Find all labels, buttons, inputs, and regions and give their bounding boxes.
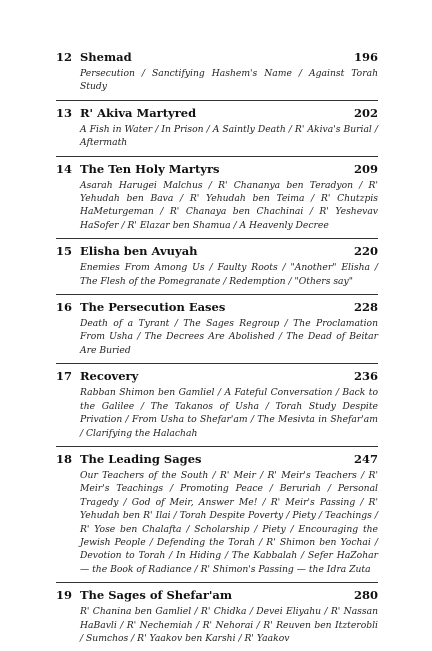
chapter-number: 17: [56, 369, 73, 384]
chapter-topics: R' Chanina ben Gamliel / R' Chidka / Devei Eliyahu / R' Nassan HaBavli / R' Nechemiah / R' Nehorai / R' Reuven ben Itzterobli / Sumchos / R' Yaakov ben Karshi / R' Yaakov: [80, 606, 378, 644]
toc-entry-header: [56, 294, 378, 314]
chapter-number: 15: [56, 244, 73, 259]
toc-entry-14: [56, 156, 378, 233]
toc-entry-13: [56, 100, 378, 150]
page-number: 280: [353, 588, 378, 603]
toc-entry-header: [56, 582, 378, 602]
chapter-topics: Rabban Shimon ben Gamliel / A Fateful Conversation / Back to the Galilee / The Takanos of Usha / Torah Study Despite Privation / From Usha to Shefar'am / The Mesivta in Shefar'am / Clarifying the Halachah: [80, 387, 378, 439]
page-number: 228: [353, 300, 378, 315]
chapter-topics: A Fish in Water / In Prison / A Saintly Death / R' Akiva's Burial / Aftermath: [80, 123, 378, 149]
toc-entry-16: [56, 294, 378, 357]
chapter-title[interactable]: R' Akiva Martyred: [80, 105, 197, 120]
chapter-topics: Death of a Tyrant / The Sages Regroup / The Proclamation From Usha / The Decrees Are Abolished / The Dead of Beitar Are Buried: [80, 318, 378, 356]
toc-entry-19: [56, 582, 378, 645]
toc-entry-12: [56, 50, 378, 94]
chapter-title[interactable]: Elisha ben Avuyah: [80, 244, 198, 259]
toc-entry-15: [56, 238, 378, 288]
chapter-topics: Our Teachers of the South / R' Meir / R' Meir's Teachers / R' Meir's Teachings / Promoting Peace / Beruriah / Personal Tragedy / God of Meir, Answer Me! / R' Meir's Passing / R' Yehudah ben R' Ilai / Torah Despite Poverty / Piety / Teachings / R' Yose ben Chalafta / Scholarship / Piety / Encouraging the Jewish People / Defending the Torah / R' Shimon ben Yochai / Devotion to Torah / In Hiding / The Kabbalah / Sefer HaZohar — the Book of Radiance / R' Shimon's Passing — the Idra Zuta: [80, 469, 378, 575]
page-number: 236: [353, 369, 378, 384]
toc-entry-header: [56, 446, 378, 466]
page-number: 247: [353, 451, 378, 466]
chapter-title[interactable]: The Leading Sages: [80, 451, 202, 466]
chapter-number: 13: [56, 105, 73, 120]
page-number: 196: [353, 50, 378, 64]
page-number: 220: [353, 244, 378, 259]
chapter-title[interactable]: The Persecution Eases: [80, 300, 226, 315]
table-of-contents: [56, 50, 378, 651]
chapter-title[interactable]: Shemad: [80, 50, 132, 64]
toc-entry-header: [56, 100, 378, 120]
chapter-topics: Enemies From Among Us / Faulty Roots / "Another" Elisha / The Flesh of the Pomegranate / Redemption / "Others say": [80, 262, 378, 287]
toc-entry-header: [56, 363, 378, 383]
toc-entry-header: [56, 238, 378, 258]
chapter-topics: Asarah Harugei Malchus / R' Chananya ben Teradyon / R' Yehudah ben Bava / R' Yehudah ben Teima / R' Chutzpis HaMeturgeman / R' Chanaya ben Chachinai / R' Yeshevav HaSofer / R' Elazar ben Shamua / A Heavenly Decree: [80, 179, 378, 231]
chapter-topics: Persecution / Sanctifying Hashem's Name / Against Torah Study: [80, 68, 378, 93]
toc-entry-header: [56, 50, 378, 64]
page-number: 209: [353, 161, 378, 176]
toc-entry-header: [56, 156, 378, 176]
chapter-number: 19: [56, 588, 73, 603]
chapter-title[interactable]: Recovery: [80, 369, 139, 384]
chapter-title[interactable]: The Sages of Shefar'am: [80, 588, 233, 603]
chapter-number: 12: [56, 50, 73, 64]
toc-entry-18: [56, 446, 378, 576]
page-number: 202: [353, 105, 378, 120]
chapter-number: 16: [56, 300, 73, 315]
toc-entry-17: [56, 363, 378, 440]
chapter-title[interactable]: The Ten Holy Martyrs: [80, 161, 220, 176]
chapter-number: 14: [56, 161, 73, 176]
chapter-number: 18: [56, 451, 73, 466]
